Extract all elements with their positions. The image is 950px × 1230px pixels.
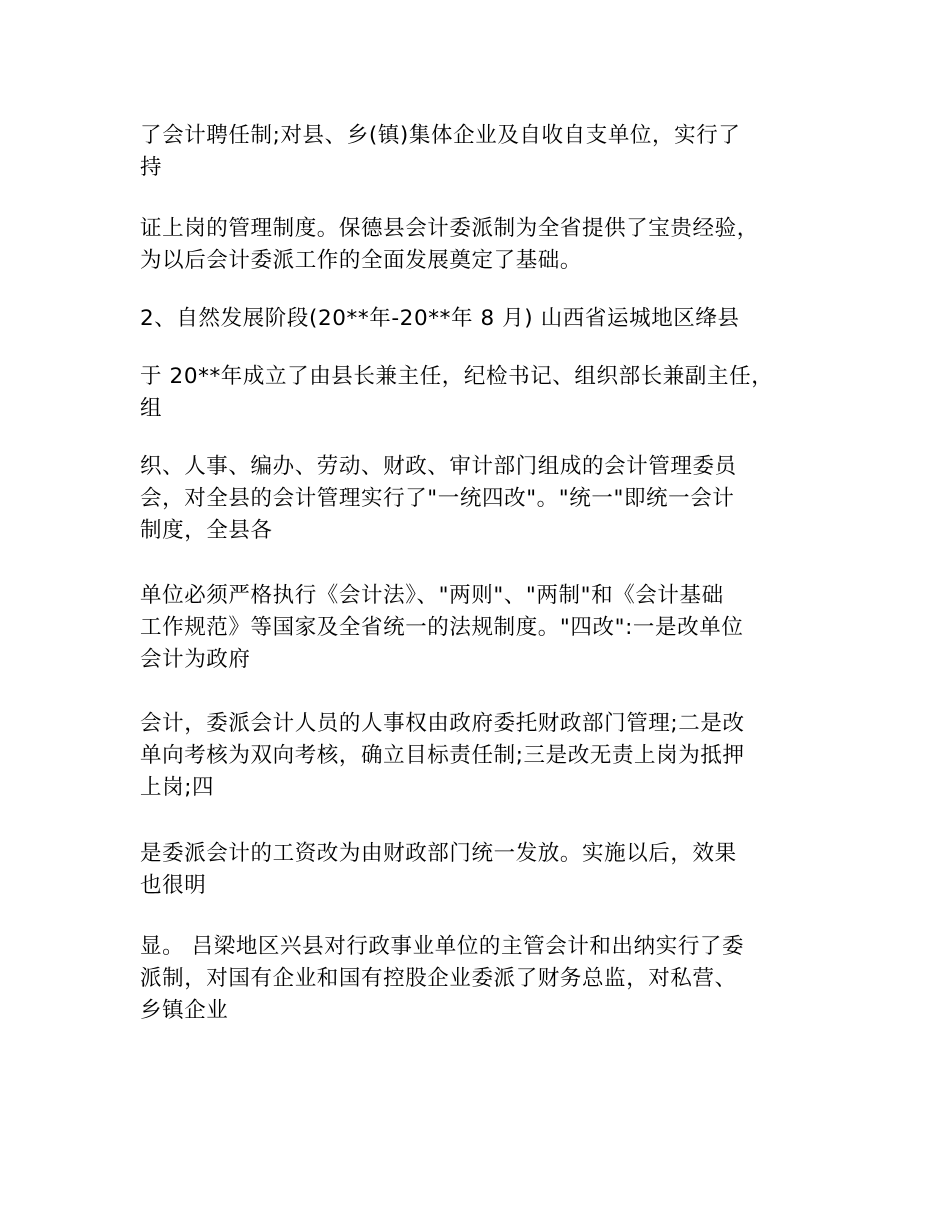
text-line: 显。 吕梁地区兴县对行政事业单位的主管会计和出纳实行了委 [140,934,745,959]
text-line: 单位必须严格执行《会计法》、"两则"、"两制"和《会计基础 [140,583,724,608]
text-line: 2、自然发展阶段(20**年-20**年 8 月) 山西省运城地区绛县 [140,306,740,331]
paragraph-1 [140,120,840,184]
paragraph-9 [140,931,840,1027]
text-line: 也很明 [140,873,207,898]
text-line: 是委派会计的工资改为由财政部门统一发放。实施以后，效果 [140,841,737,866]
text-line: 组 [140,396,163,421]
text-line: 于 20**年成立了由县长兼主任，纪检书记、组织部长兼副主任， [140,364,774,389]
paragraph-6 [140,580,840,676]
paragraph-2 [140,213,840,277]
paragraph-3 [140,303,840,335]
text-line: 单向考核为双向考核，确立目标责任制;三是改无责上岗为抵押 [140,743,745,768]
text-line: 织、人事、编办、劳动、财政、审计部门组成的会计管理委员 [140,454,737,479]
text-line: 持 [140,155,163,180]
text-line: 会，对全县的会计管理实行了"一统四改"。"统一"即统一会计 [140,486,735,511]
text-line: 证上岗的管理制度。保德县会计委派制为全省提供了宝贵经验， [140,216,759,241]
text-line: 乡镇企业 [140,998,229,1023]
text-line: 工作规范》等国家及全省统一的法规制度。"四改":一是改单位 [140,615,744,640]
paragraph-4 [140,361,840,425]
paragraph-7 [140,708,840,804]
text-line: 派制，对国有企业和国有控股企业委派了财务总监，对私营、 [140,966,737,991]
text-line: 制度，全县各 [140,518,273,543]
paragraph-8 [140,838,840,902]
paragraph-5 [140,451,840,547]
text-line: 会计，委派会计人员的人事权由政府委托财政部门管理;二是改 [140,711,745,736]
text-line: 为以后会计委派工作的全面发展奠定了基础。 [140,248,583,273]
text-line: 会计为政府 [140,647,251,672]
text-line: 了会计聘任制;对县、乡(镇)集体企业及自收自支单位，实行了 [140,123,741,148]
text-line: 上岗;四 [140,775,215,800]
